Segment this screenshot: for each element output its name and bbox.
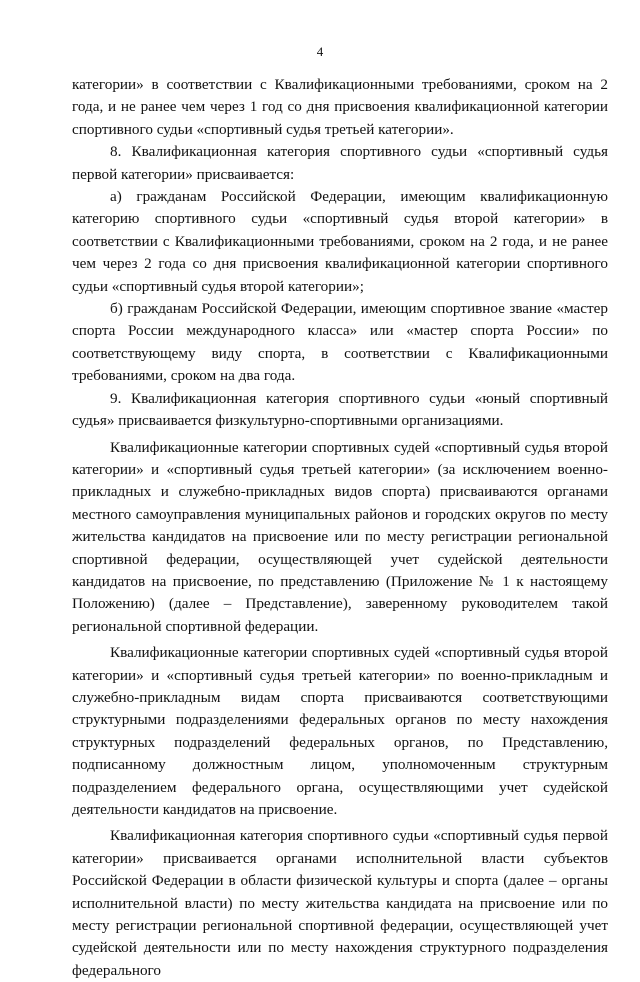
paragraph-item-9: 9. Квалификационная категория спортивного судьи «юный спортивный судья» присваивается физкультурно-спортивными организациями. <box>72 389 608 430</box>
paragraph-military-categories: Квалификационные категории спортивных судей «спортивный судья второй категории» и «спортивный судья третьей категории» по военно-прикладным и служебно-прикладным видам спорта присваиваются соответствующими структурными подразделениями федеральных органов по месту нахождения структурных подразделений федеральных органов, по Представлению, подписанному должностным лицом, уполномоченным структурным подразделением федерального органа, осуществляющими учет судейской деятельности кандидатов на присвоение. <box>72 644 608 818</box>
document-body <box>72 74 608 982</box>
paragraph-first-category: Квалификационная категория спортивного судьи «спортивный судья первой категории» присваивается органами исполнительной власти субъектов Российской Федерации в области физической культуры и спорта (далее – органы исполнительной власти) по месту жительства кандидата на присвоение или по месту регистрации региональной спортивной федерации, осуществляющей учет судейской деятельности или по месту нахождения структурного подразделения федерального <box>72 827 608 979</box>
paragraph-continuation: категории» в соответствии с Квалификационными требованиями, сроком на 2 года, и не ранее чем через 1 год со дня присвоения квалификационной категории спортивного судьи «спортивный судья третьей категории». <box>72 76 608 138</box>
paragraph-subitem-b: б) гражданам Российской Федерации, имеющим спортивное звание «мастер спорта России международного класса» или «мастер спорта России» по соответствующему виду спорта, в соответствии с Квалификационными требованиями, сроком на два года. <box>72 300 608 385</box>
paragraph-item-8: 8. Квалификационная категория спортивного судьи «спортивный судья первой категории» присваивается: <box>72 143 608 183</box>
paragraph-second-third-categories: Квалификационные категории спортивных судей «спортивный судья второй категории» и «спортивный судья третьей категории» (за исключением военно-прикладных и служебно-прикладных видов спорта) присваиваются органами местного самоуправления муниципальных районов и городских округов по месту жительства кандидатов на присвоение или по месту регистрации региональной спортивной федерации, осуществляющей учет судейской деятельности кандидатов на присвоение, по представлению (Приложение № 1 к настоящему Положению) (далее – Представление), заверенному руководителем такой региональной спортивной федерации. <box>72 438 608 635</box>
paragraph-subitem-a: а) гражданам Российской Федерации, имеющим квалификационную категорию спортивного судьи «спортивный судья второй категории» в соответствии с Квалификационными требованиями, сроком на 2 года, и не ранее чем через 2 года со дня присвоения квалификационной категории спортивного судьи «спортивный судья второй категории»; <box>72 188 608 295</box>
page-number: 4 <box>316 44 324 59</box>
